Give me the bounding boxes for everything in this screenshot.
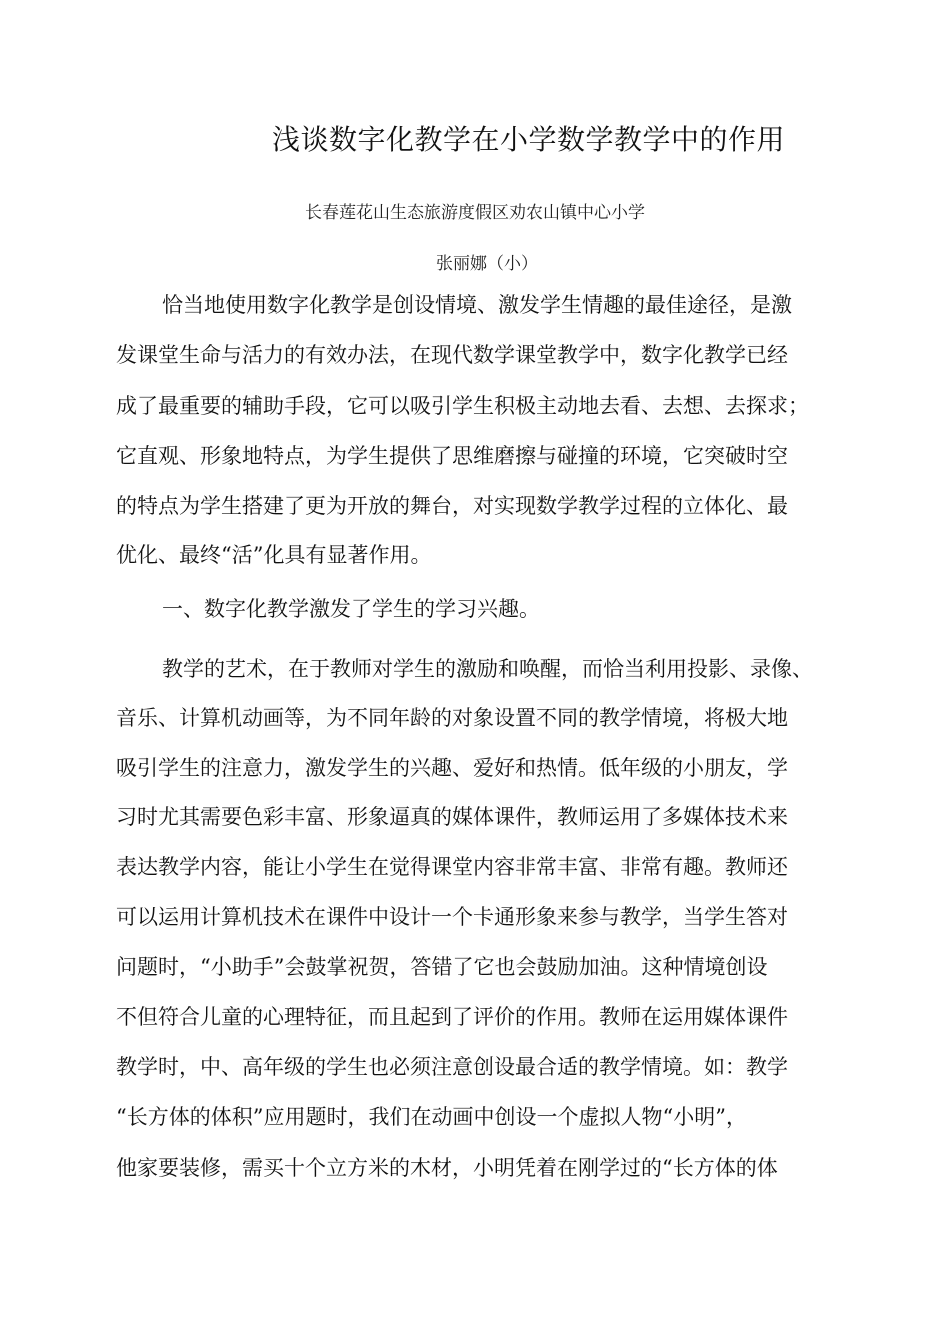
body-line: 优化、最终“活”化具有显著作用。 xyxy=(116,543,432,567)
body-line: 教学时，中、高年级的学生也必须注意创设最合适的教学情境。如：教学 xyxy=(116,1055,788,1079)
body-line: 吸引学生的注意力，激发学生的兴趣、爱好和热情。低年级的小朋友，学 xyxy=(116,756,788,780)
body-line: 问题时，“小助手”会鼓掌祝贺，答错了它也会鼓励加油。这种情境创设 xyxy=(116,955,768,979)
body-line: 不但符合儿童的心理特征，而且起到了评价的作用。教师在运用媒体课件 xyxy=(116,1005,788,1029)
body-line: 它直观、形象地特点，为学生提供了思维磨擦与碰撞的环境，它突破时空 xyxy=(116,444,788,468)
body-line: 可以运用计算机技术在课件中设计一个卡通形象来参与教学，当学生答对 xyxy=(116,905,788,929)
body-line: 恰当地使用数字化教学是创设情境、激发学生情趣的最佳途径，是激 xyxy=(162,293,792,317)
body-line: 表达教学内容，能让小学生在觉得课堂内容非常丰富、非常有趣。教师还 xyxy=(116,855,788,879)
body-line: 他家要装修，需买十个立方米的木材，小明凭着在刚学过的“长方体的体 xyxy=(116,1156,778,1180)
author-affiliation: 长春莲花山生态旅游度假区劝农山镇中心小学 xyxy=(305,203,645,223)
body-line: 习时尤其需要色彩丰富、形象逼真的媒体课件，教师运用了多媒体技术来 xyxy=(116,805,788,829)
body-line: “长方体的体积”应用题时，我们在动画中创设一个虚拟人物“小明”， xyxy=(116,1105,747,1129)
body-line: 发课堂生命与活力的有效办法，在现代数学课堂教学中，数字化教学已经 xyxy=(116,343,788,367)
body-line: 的特点为学生搭建了更为开放的舞台，对实现数学教学过程的立体化、最 xyxy=(116,494,788,518)
body-line: 音乐、计算机动画等，为不同年龄的对象设置不同的教学情境，将极大地 xyxy=(116,706,788,730)
author-name: 张丽娜（小） xyxy=(436,254,538,274)
body-line: 教学的艺术，在于教师对学生的激励和唤醒，而恰当利用投影、录像、 xyxy=(162,657,813,681)
body-line: 成了最重要的辅助手段，它可以吸引学生积极主动地去看、去想、去探求； xyxy=(116,394,809,418)
document-title: 浅谈数字化教学在小学数学教学中的作用 xyxy=(272,123,786,156)
section-heading: 一、数字化教学激发了学生的学习兴趣。 xyxy=(162,597,540,621)
